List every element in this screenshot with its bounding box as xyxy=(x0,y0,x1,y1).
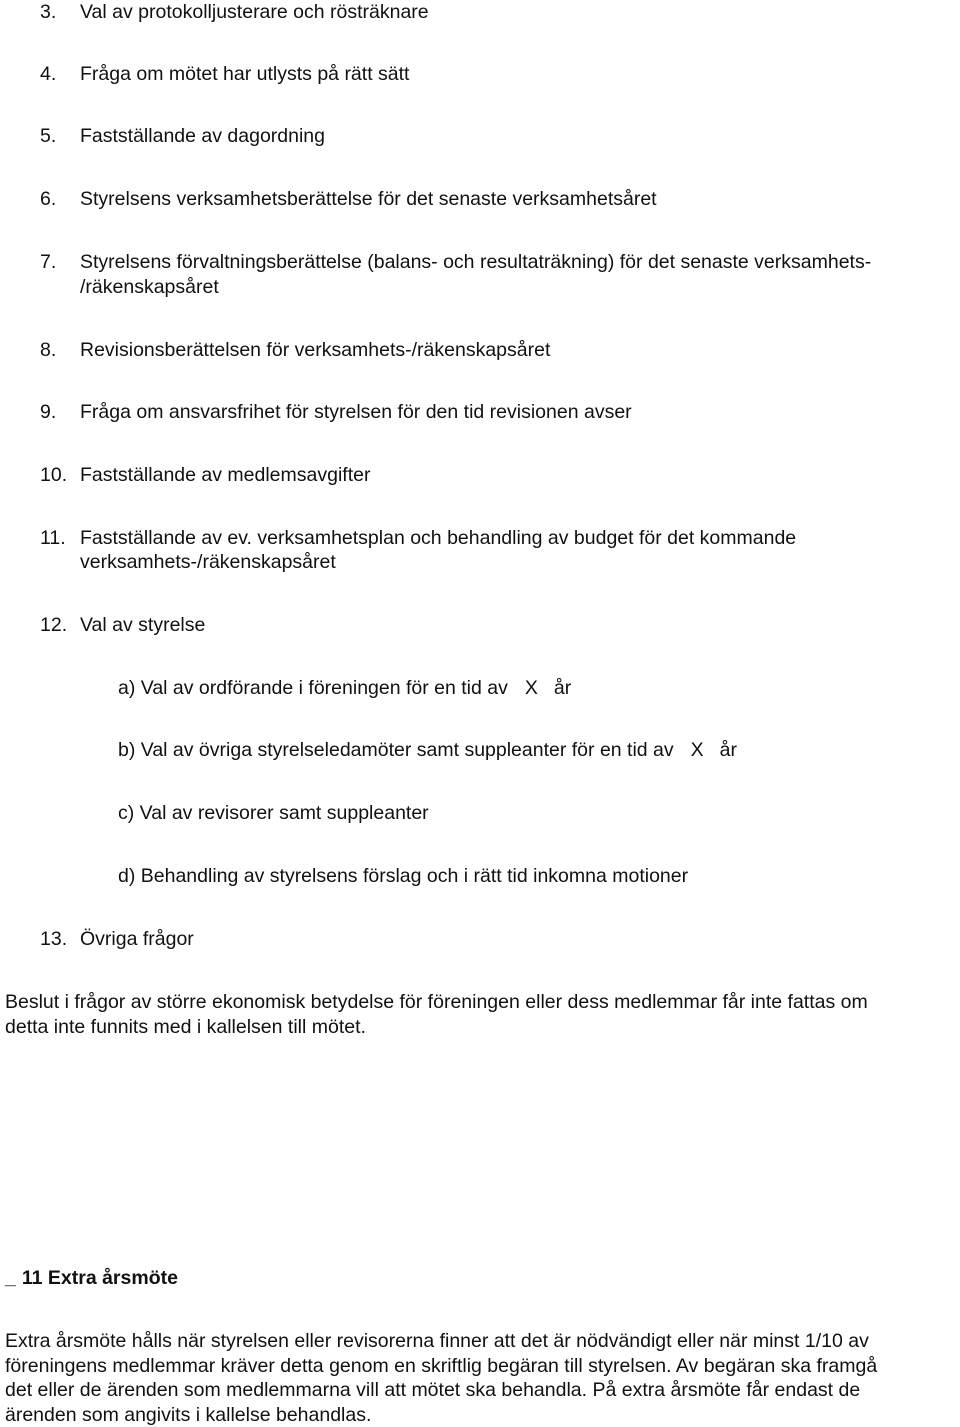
agenda-number: 6. xyxy=(40,187,56,211)
agenda-text: Övriga frågor xyxy=(80,927,194,951)
agenda-text-continued: verksamhets-/räkenskapsåret xyxy=(80,551,336,573)
agenda-item-7-continued xyxy=(80,275,219,299)
subitem-label: a) Val av ordförande i föreningen för en tid av xyxy=(118,677,508,699)
agenda-text: Val av styrelse xyxy=(80,613,205,637)
section-heading xyxy=(5,1266,178,1290)
subitem-a xyxy=(118,676,571,700)
agenda-number: 9. xyxy=(40,400,56,424)
paragraph-line: Extra årsmöte hålls när styrelsen eller revisorerna finner att det är nödvändigt eller när minst 1/10 av xyxy=(5,1329,955,1354)
section-paragraph xyxy=(5,1329,955,1427)
subitem-label: d) Behandling av styrelsens förslag och i rätt tid inkomna motioner xyxy=(118,865,688,887)
agenda-number: 7. xyxy=(40,250,56,274)
subitem-label: b) Val av övriga styrelseledamöter samt suppleanter för en tid av xyxy=(118,739,674,761)
subitem-d xyxy=(118,864,688,888)
decision-paragraph xyxy=(5,990,955,1039)
subitem-years-placeholder: X xyxy=(691,739,704,761)
subitem-label: c) Val av revisorer samt suppleanter xyxy=(118,802,429,824)
paragraph-line: ärenden som angivits i kallelse behandlas. xyxy=(5,1403,955,1427)
agenda-number: 5. xyxy=(40,124,56,148)
subitem-unit: år xyxy=(720,739,737,761)
agenda-text: Fastställande av ev. verksamhetsplan och behandling av budget för det kommande xyxy=(80,526,796,550)
agenda-item-11-continued xyxy=(80,550,336,574)
agenda-number: 11. xyxy=(40,526,66,550)
agenda-number: 13. xyxy=(40,927,67,951)
paragraph-line: föreningens medlemmar kräver detta genom en skriftlig begäran till styrelsen. Av begäran ska framgå xyxy=(5,1354,955,1379)
agenda-number: 4. xyxy=(40,62,56,86)
agenda-text: Fastställande av medlemsavgifter xyxy=(80,463,370,487)
agenda-text-continued: /räkenskapsåret xyxy=(80,276,219,298)
agenda-text: Revisionsberättelsen för verksamhets-/räkenskapsåret xyxy=(80,338,550,362)
agenda-text: Styrelsens verksamhetsberättelse för det senaste verksamhetsåret xyxy=(80,187,657,211)
agenda-text: Fråga om ansvarsfrihet för styrelsen för den tid revisionen avser xyxy=(80,400,632,424)
subitem-years-placeholder: X xyxy=(525,677,538,699)
section-heading-text: 11 Extra årsmöte xyxy=(22,1267,178,1289)
agenda-number: 12. xyxy=(40,613,67,637)
agenda-number: 3. xyxy=(40,0,56,24)
paragraph-line: det eller de ärenden som medlemmarna vill att mötet ska behandla. På extra årsmöte får endast de xyxy=(5,1378,955,1403)
agenda-text: Fastställande av dagordning xyxy=(80,124,325,148)
subitem-b xyxy=(118,738,737,762)
subitem-c xyxy=(118,801,429,825)
agenda-text: Styrelsens förvaltningsberättelse (balans- och resultaträkning) för det senaste verksamhets- xyxy=(80,250,871,274)
agenda-text: Fråga om mötet har utlysts på rätt sätt xyxy=(80,62,409,86)
agenda-text: Val av protokolljusterare och rösträknare xyxy=(80,0,429,24)
subitem-unit: år xyxy=(554,677,571,699)
agenda-number: 8. xyxy=(40,338,56,362)
section-heading-bullet: _ xyxy=(5,1267,16,1289)
paragraph-line: Beslut i frågor av större ekonomisk betydelse för föreningen eller dess medlemmar får inte fattas om xyxy=(5,990,955,1015)
agenda-number: 10. xyxy=(40,463,67,487)
paragraph-line: detta inte funnits med i kallelsen till mötet. xyxy=(5,1015,955,1040)
